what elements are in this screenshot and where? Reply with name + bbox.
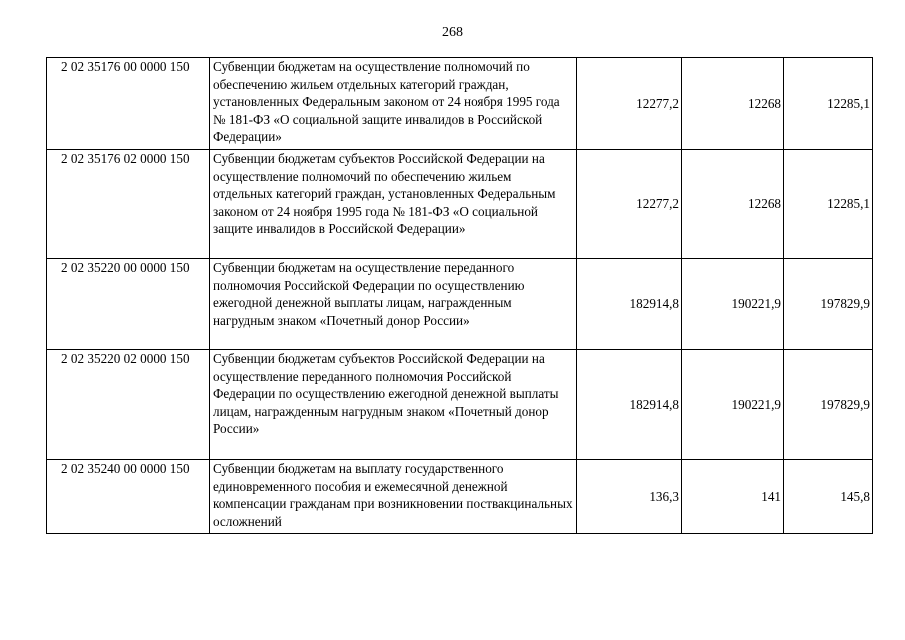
amount-cell-1: 182914,8 — [577, 259, 682, 350]
table-row — [47, 58, 873, 150]
amount-cell-1: 12277,2 — [577, 58, 682, 150]
amount-cell-1: 182914,8 — [577, 350, 682, 460]
amount-cell-1: 136,3 — [577, 460, 682, 534]
amount-cell-3: 197829,9 — [784, 259, 873, 350]
budget-revenue-table — [46, 57, 873, 534]
amount-cell-2: 12268 — [682, 58, 784, 150]
amount-cell-2: 190221,9 — [682, 259, 784, 350]
description-cell: Субвенции бюджетам на осуществление переданного полномочия Российской Федерации по осуществлению ежегодной денежной выплаты лицам, награжденным нагрудным знаком «Почетный донор России» — [210, 259, 577, 350]
amount-cell-2: 12268 — [682, 150, 784, 259]
budget-code-cell: 2 02 35176 00 0000 150 — [47, 58, 210, 150]
amount-cell-3: 12285,1 — [784, 150, 873, 259]
table-row — [47, 350, 873, 460]
amount-cell-3: 197829,9 — [784, 350, 873, 460]
description-cell: Субвенции бюджетам субъектов Российской Федерации на осуществление полномочий по обеспечению жильем отдельных категорий граждан, установленных Федеральным законом от 24 ноября 1995 года № 181-ФЗ «О социальной защите инвалидов в Российской Федерации» — [210, 150, 577, 259]
amount-cell-2: 141 — [682, 460, 784, 534]
table-row — [47, 460, 873, 534]
page-number: 268 — [442, 25, 463, 40]
description-cell: Субвенции бюджетам на выплату государственного единовременного пособия и ежемесячной денежной компенсации гражданам при возникновении поствакцинальных осложнений — [210, 460, 577, 534]
description-cell: Субвенции бюджетам на осуществление полномочий по обеспечению жильем отдельных категорий граждан, установленных Федеральным законом от 24 ноября 1995 года № 181-ФЗ «О социальной защите инвалидов в Российской Федерации» — [210, 58, 577, 150]
table-row — [47, 150, 873, 259]
budget-code-cell: 2 02 35240 00 0000 150 — [47, 460, 210, 534]
budget-code-cell: 2 02 35176 02 0000 150 — [47, 150, 210, 259]
table-row — [47, 259, 873, 350]
amount-cell-2: 190221,9 — [682, 350, 784, 460]
description-cell: Субвенции бюджетам субъектов Российской Федерации на осуществление переданного полномочия Российской Федерации по осуществлению ежегодной денежной выплаты лицам, награжденным нагрудным знаком «Почетный донор России» — [210, 350, 577, 460]
budget-code-cell: 2 02 35220 02 0000 150 — [47, 350, 210, 460]
amount-cell-3: 145,8 — [784, 460, 873, 534]
amount-cell-3: 12285,1 — [784, 58, 873, 150]
amount-cell-1: 12277,2 — [577, 150, 682, 259]
budget-code-cell: 2 02 35220 00 0000 150 — [47, 259, 210, 350]
